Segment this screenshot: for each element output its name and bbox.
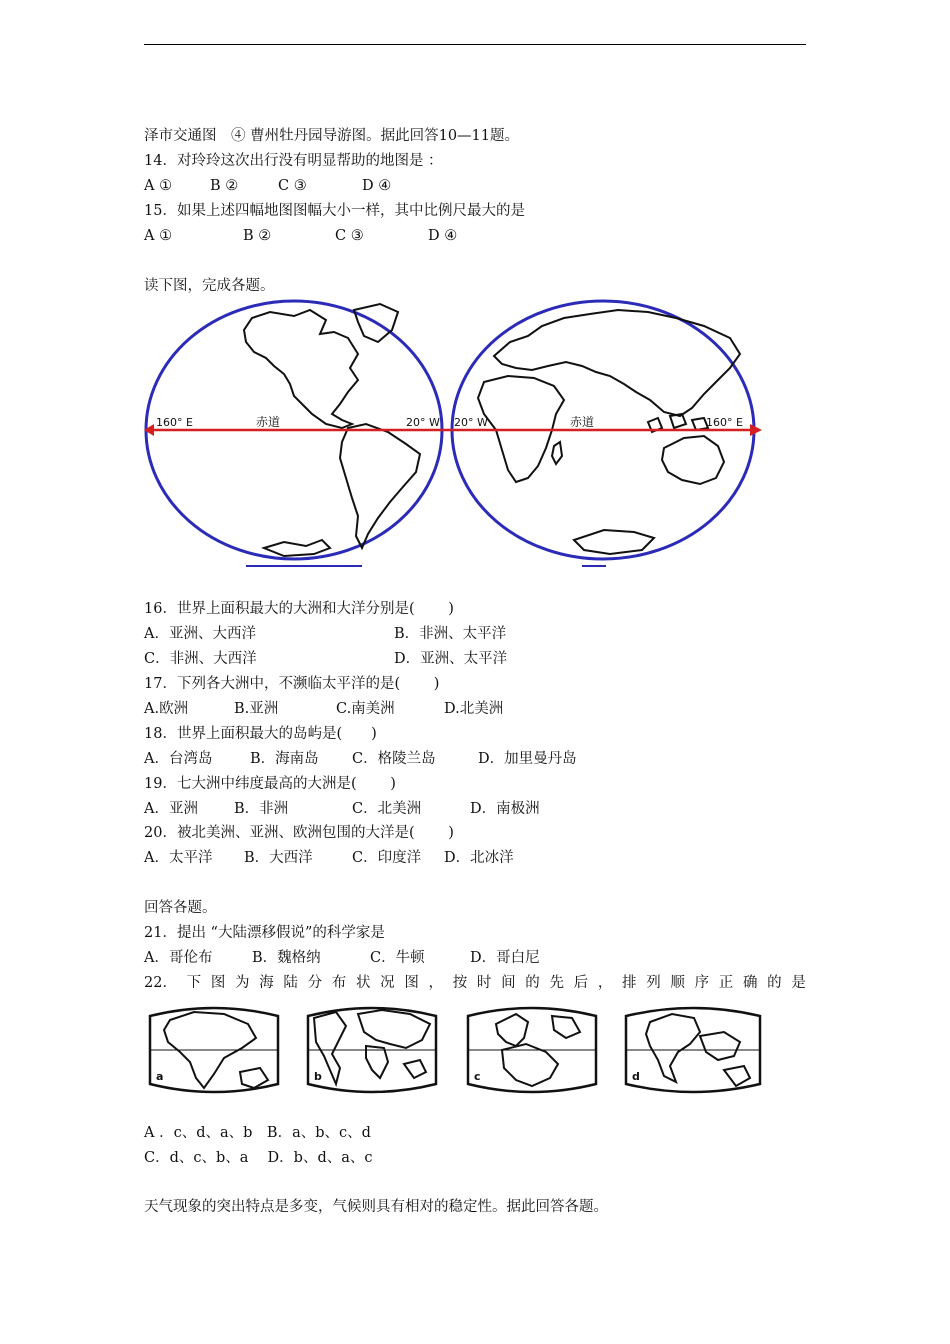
q16-option-c: C．非洲、大西洋 <box>144 651 257 667</box>
q20-option-b: B．大西洋 <box>244 850 313 866</box>
drift-panels <box>144 1002 766 1102</box>
intro-line: 泽市交通图 ④ 曹州牡丹园导游图。据此回答10—11题。 <box>144 128 520 144</box>
map-intro: 读下图，完成各题。 <box>144 278 275 294</box>
header-rule <box>144 44 806 45</box>
antarctica-left-outline <box>264 540 330 556</box>
label-left-20w: 20° W <box>406 416 440 429</box>
drift-panel-c-label: c <box>474 1070 481 1083</box>
q22-options-row2: C．d、c、b、a D．b、d、a、c <box>144 1150 373 1166</box>
q22-stem-char: 况 <box>380 975 395 991</box>
q14-option-d: D ④ <box>362 178 392 194</box>
q22-stem-char: 间 <box>501 975 516 991</box>
q19-option-a: A．亚洲 <box>144 801 198 817</box>
q20-option-d: D．北冰洋 <box>444 850 514 866</box>
q16-option-b: B．非洲、太平洋 <box>394 626 507 642</box>
q18-option-b: B．海南岛 <box>250 751 319 767</box>
eurasia-outline <box>494 310 740 416</box>
q18-option-a: A．台湾岛 <box>144 751 213 767</box>
q22-stem-char: 图 <box>404 975 419 991</box>
q21-stem: 21．提出 “大陆漂移假说”的科学家是 <box>144 925 385 941</box>
q15-option-a: A ① <box>144 228 173 244</box>
q21-option-a: A．哥伦布 <box>144 950 213 966</box>
q20-option-a: A．太平洋 <box>144 850 213 866</box>
q21-option-c: C．牛顿 <box>370 950 425 966</box>
q22-stem-char: 序 <box>694 975 710 991</box>
drift-panel-d <box>620 1002 766 1098</box>
madagascar-outline <box>552 442 562 464</box>
north-america-outline <box>244 310 358 428</box>
q22-stem-char: 按 <box>452 975 468 991</box>
q15-option-d: D ④ <box>428 228 458 244</box>
q21-option-b: B．魏格纳 <box>252 950 321 966</box>
q22-stem-char: 顺 <box>670 975 685 991</box>
drift-panel-d-label: d <box>632 1070 640 1083</box>
q22-stem-char: 分 <box>307 975 323 991</box>
q18-option-c: C．格陵兰岛 <box>352 751 436 767</box>
q19-option-b: B．非洲 <box>234 801 289 817</box>
q22-stem-char: 布 <box>331 975 347 991</box>
south-america-outline <box>340 424 420 548</box>
drift-panel-a-label: a <box>156 1070 164 1083</box>
australia-outline <box>662 436 724 484</box>
q15-stem: 15．如果上述四幅地图图幅大小一样，其中比例尺最大的是 <box>144 203 525 219</box>
q22-stem-char: 22． <box>144 975 177 991</box>
q22-stem-char: 的 <box>525 975 540 991</box>
closing-line: 天气现象的突出特点是多变，气候则具有相对的稳定性。据此回答各题。 <box>144 1199 608 1215</box>
label-right-160e: 160° E <box>706 416 743 429</box>
q22-stem-char: 陆 <box>283 975 298 991</box>
q22-stem-char: 海 <box>259 975 274 991</box>
q22-stem-char: 确 <box>742 975 758 991</box>
q14-option-b: B ② <box>210 178 239 194</box>
q17-option-d: D.北美洲 <box>444 701 504 717</box>
q19-stem: 19．七大洲中纬度最高的大洲是( ) <box>144 776 396 792</box>
equator-arrow-right <box>750 424 762 436</box>
drift-panel-b <box>302 1002 442 1098</box>
q22-stem-char: 下 <box>186 975 202 991</box>
q19-option-d: D．南极洲 <box>470 801 540 817</box>
q14-stem: 14．对玲玲这次出行没有明显帮助的地图是 ： <box>144 153 443 169</box>
hemisphere-map <box>144 296 764 571</box>
q22-stem-char: 的 <box>767 975 782 991</box>
q14-option-a: A ① <box>144 178 173 194</box>
label-right-20w: 20° W <box>454 416 488 429</box>
q22-stem-char: 正 <box>718 975 734 991</box>
q22-stem-char: 状 <box>355 975 371 991</box>
q22-stem-char: 列 <box>646 975 661 991</box>
q15-option-b: B ② <box>243 228 272 244</box>
q17-option-b: B.亚洲 <box>234 701 279 717</box>
drift-panel-c <box>462 1002 602 1098</box>
q16-option-a: A．亚洲、大西洋 <box>144 626 256 642</box>
drift-panel-b-label: b <box>314 1070 322 1083</box>
q22-stem-char: 排 <box>622 975 637 991</box>
q22-stem <box>144 973 806 993</box>
q22-stem-char: 图 <box>210 975 226 991</box>
q22-stem-char: 先 <box>549 975 564 991</box>
q22-stem-char: 是 <box>791 975 806 991</box>
q20-stem: 20．被北美洲、亚洲、欧洲包围的大洋是( ) <box>144 825 454 841</box>
q22-stem-char: 为 <box>235 975 250 991</box>
q19-option-c: C．北美洲 <box>352 801 422 817</box>
q16-stem: 16．世界上面积最大的大洲和大洋分别是( ) <box>144 601 454 617</box>
label-right-equator: 赤道 <box>570 415 595 429</box>
q22-stem-char: 时 <box>476 975 492 991</box>
q16-option-d: D．亚洲、太平洋 <box>394 651 508 667</box>
q21-option-d: D．哥白尼 <box>470 950 540 966</box>
q18-stem: 18．世界上面积最大的岛屿是( ) <box>144 726 377 742</box>
q22-stem-char: ， <box>428 975 444 991</box>
q22-stem-char: ， <box>597 975 613 991</box>
q20-option-c: C．印度洋 <box>352 850 422 866</box>
q15-option-c: C ③ <box>335 228 364 244</box>
q22-options-row1: A ．c、d、a、b B．a、b、c、d <box>144 1125 371 1141</box>
q17-option-c: C.南美洲 <box>336 701 395 717</box>
q17-option-a: A.欧洲 <box>144 701 189 717</box>
q22-stem-char: 后 <box>573 975 589 991</box>
section2-intro: 回答各题。 <box>144 900 217 916</box>
q18-option-d: D．加里曼丹岛 <box>478 751 577 767</box>
q14-option-c: C ③ <box>278 178 307 194</box>
label-left-equator: 赤道 <box>256 415 281 429</box>
q17-stem: 17．下列各大洲中，不濒临太平洋的是( ) <box>144 676 440 692</box>
drift-panel-a <box>144 1002 284 1098</box>
label-left-160e: 160° E <box>156 416 193 429</box>
antarctica-right-outline <box>574 530 654 554</box>
